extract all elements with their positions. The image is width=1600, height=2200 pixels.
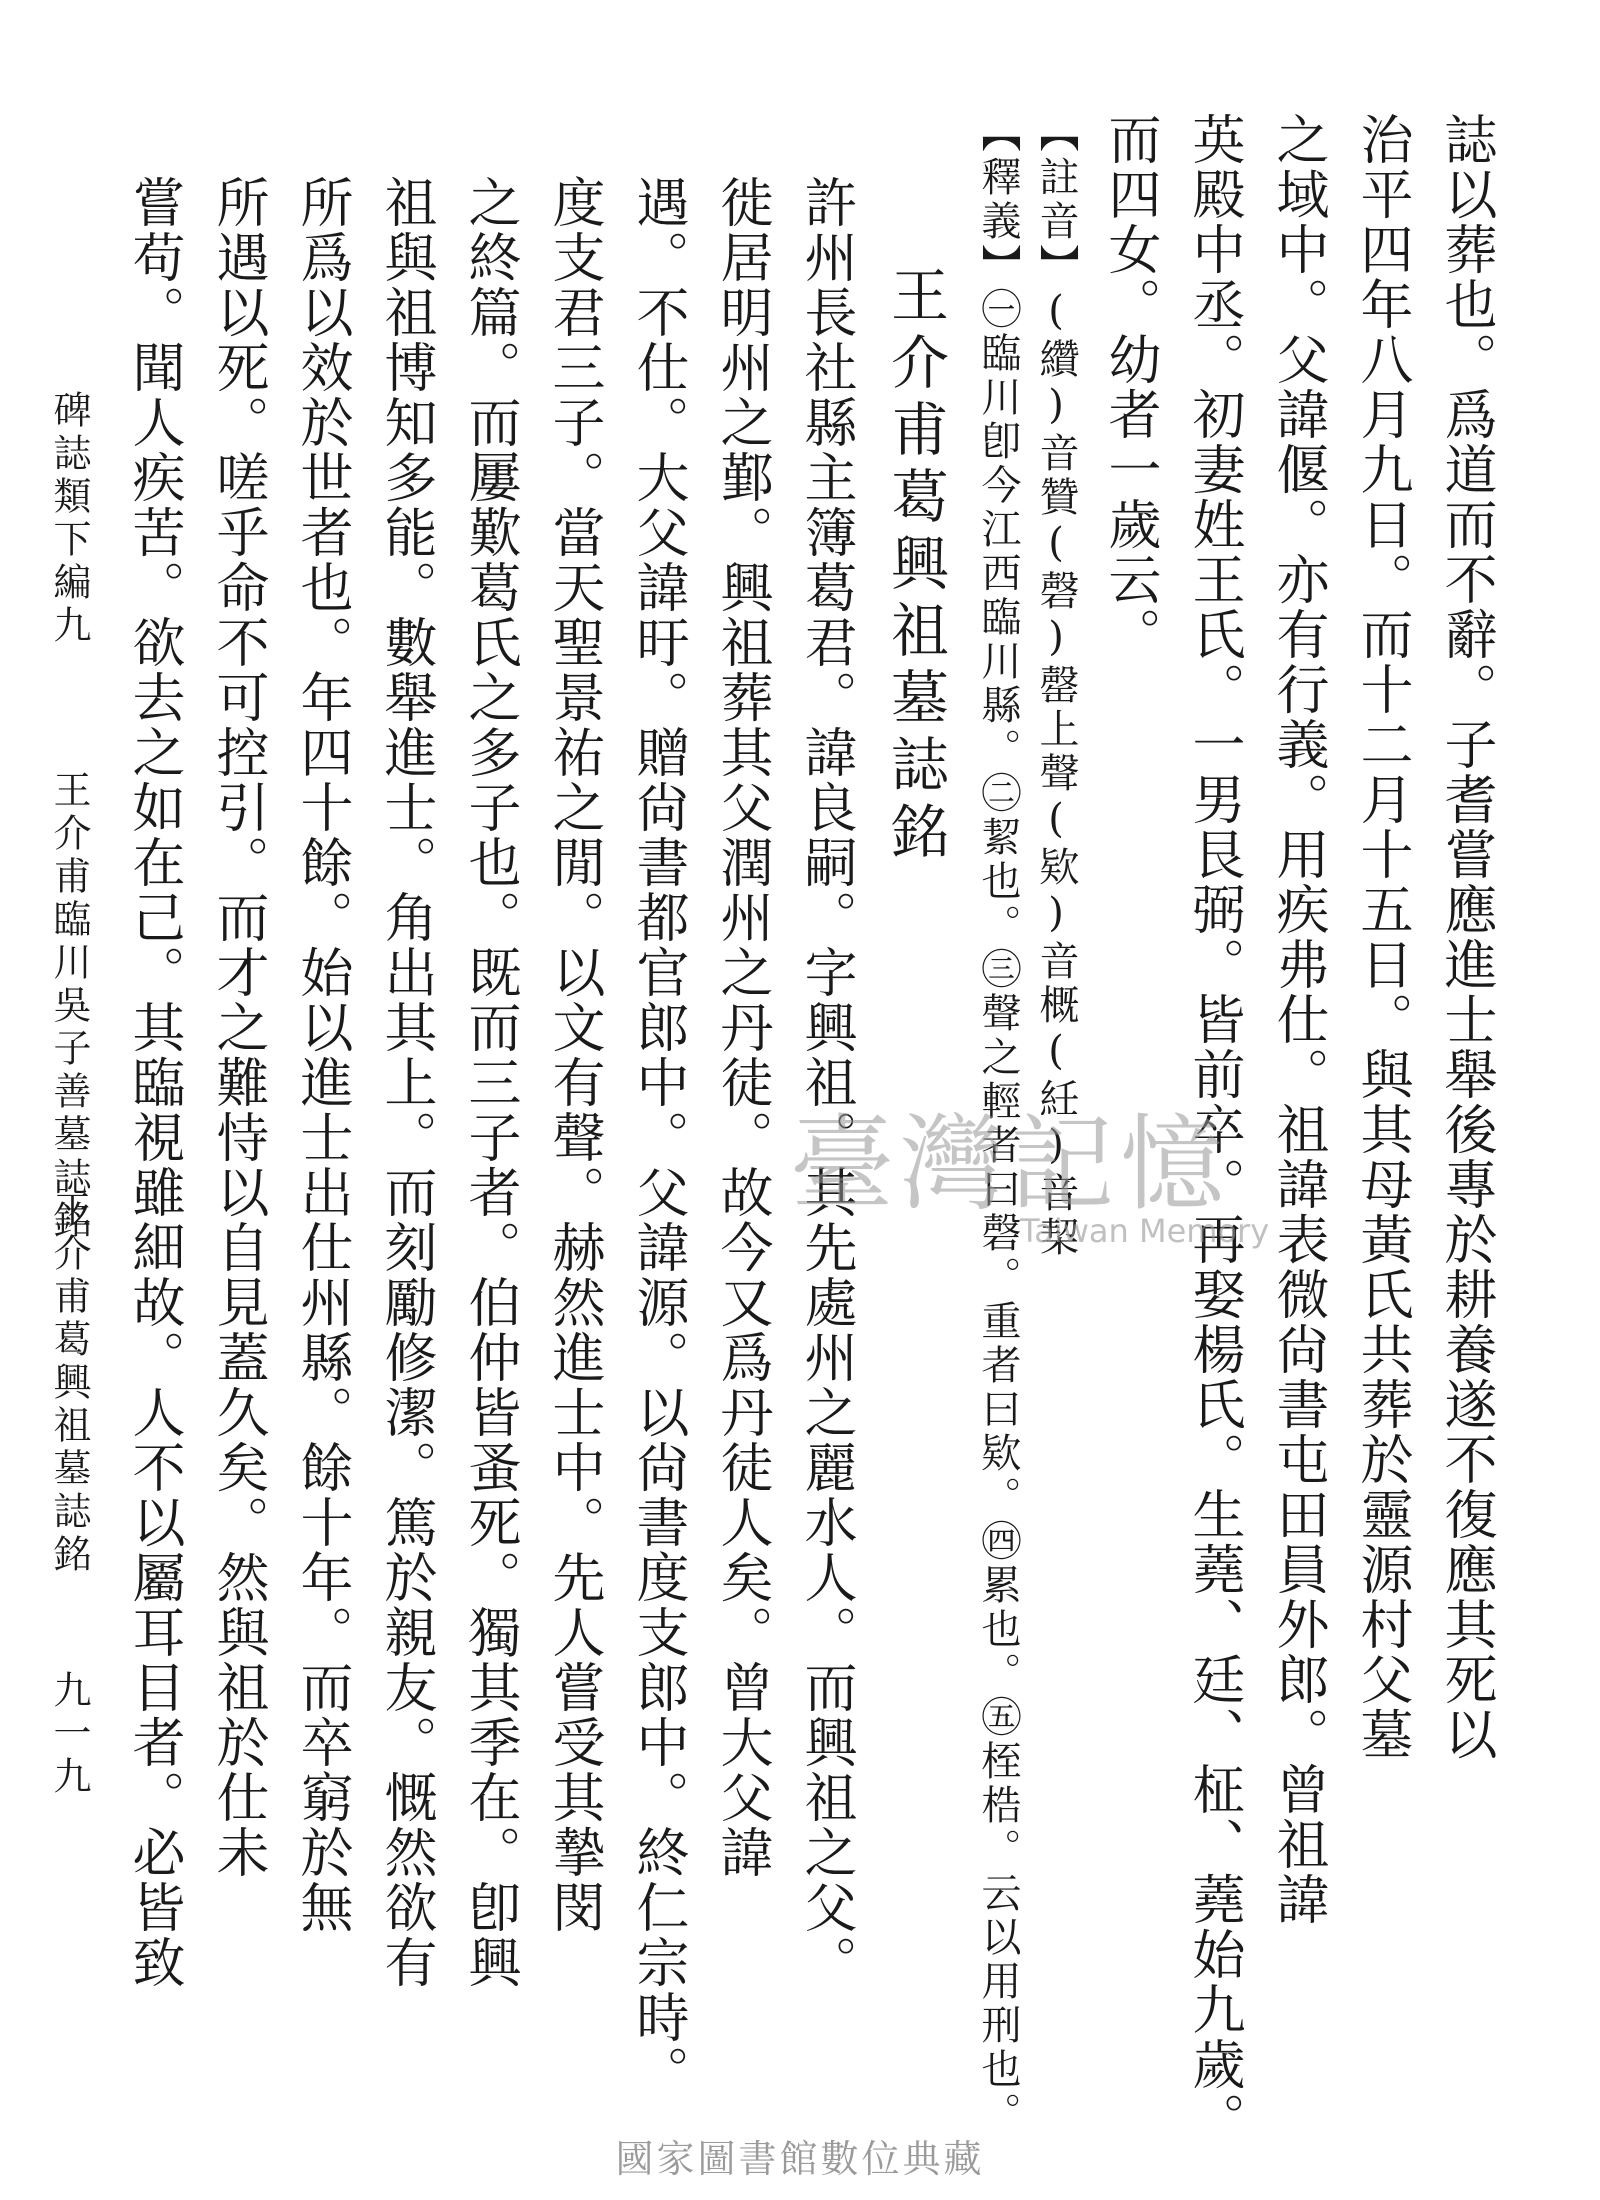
meaning-notes: 【釋義】㊀臨川卽今江西臨川縣。㊁絜也。㊂聲之輕者曰磬。重者曰欵。㊃累也。㊄桎梏。云以用刑也。 (975, 112, 1021, 2136)
text-column: 誌以葬也。爲道而不辭。子耆嘗應進士舉後專於耕養遂不復應其死以 (1436, 112, 1497, 1762)
text-column: 英殿中丞。初妻姓王氏。一男艮弼。皆前卒。再娶楊氏。生蕘、廷、柾、蕘始九歲。 (1184, 112, 1245, 2147)
text-column: 之域中。父諱偃。亦有行義。用疾弗仕。祖諱表微尙書屯田員外郎。曾祖諱 (1268, 112, 1329, 1927)
text-column: 所爲以效於世者也。年四十餘。始以進士出仕州縣。餘十年。而卒窮於無 (292, 175, 353, 1935)
text-column: 度支君三子。當天聖景祐之閒。以文有聲。赫然進士中。先人嘗受其摯閔 (544, 175, 605, 1935)
phonetic-notes: 【註音】(纘)音贊(磬)罄上聲(欵)音概(紝)音栔 (1033, 112, 1079, 1260)
text-column: 許州長社縣主簿葛君。諱良嗣。字興祖。其先處州之麗水人。而興祖之父。 (796, 175, 857, 1990)
text-column: 而四女。幼者一歲云。 (1100, 112, 1161, 662)
text-column: 祖與祖博知多能。數舉進士。角出其上。而刻勵修潔。篤於親友。慨然欲有 (376, 175, 437, 1990)
text-column: 治平四年八月九日。而十二月十五日。與其母黃氏共葬於靈源村父墓 (1352, 112, 1413, 1762)
text-column: 嘗苟。聞人疾苦。欲去之如在己。其臨視雖細故。人不以屬耳目者。必皆致 (124, 175, 185, 1990)
text-column: 之終篇。而屢歎葛氏之多子也。既而三子者。伯仲皆蚤死。獨其季在。卽興 (460, 175, 521, 1990)
text-column: 徙居明州之鄞。興祖葬其父潤州之丹徒。故今又爲丹徒人矣。曾大父諱 (712, 175, 773, 1880)
text-column: 遇。不仕。大父諱旴。贈尙書都官郎中。父諱源。以尙書度支郎中。終仁宗時。 (628, 175, 689, 2100)
page-title: 王介甫葛興祖墓誌銘 (881, 265, 949, 868)
watermark-english: Taiwan Memory (1020, 1212, 1270, 1250)
page-number: 九一九 (47, 1670, 91, 1799)
library-credit: 國家圖書館數位典藏 (615, 2137, 985, 2181)
running-header-entry: 王介甫臨川吳子善墓誌銘 (47, 770, 91, 1243)
running-header-entry: 王介甫葛興祖墓誌銘 (47, 1190, 91, 1577)
text-column: 所遇以死。嗟乎命不可控引。而才之難恃以自見蓋久矣。然與祖於仕未 (208, 175, 269, 1880)
section-label: 碑誌類下編九 (47, 390, 91, 648)
watermark-chinese: 臺灣記憶 (790, 1103, 1231, 1225)
